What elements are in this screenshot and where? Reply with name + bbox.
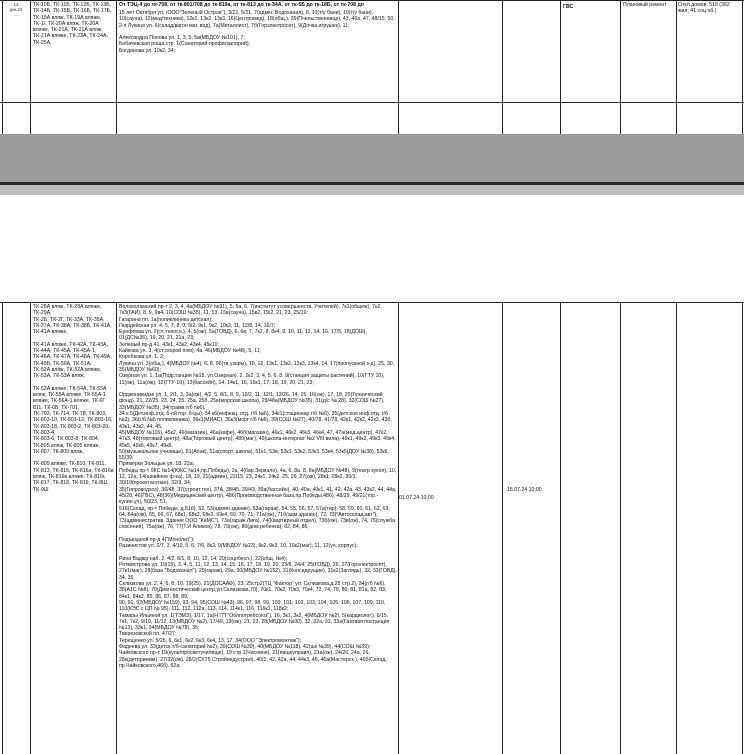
col-border (742, 302, 743, 754)
addresses-list: Волоколамский пр-т 2, 3, 4, 4а(МБДОУ №91), 5, 5а, 6, 7(институт усовершенств. Учителей), 7к1(общеж), 7к2, 7к3(ГАИ), 8, 9, 9в4, 10(СОШ №35), 11, 13, 15в(сауна), 15в2, 19/2, 21, 23, 25/19; Гагарина пл. 1а(поликлиника детская); Гвардейская ул. 4, 5, 7, 8, 9, 9/2, 9к1, 9к2, 10к2, 11, 12/8, 14, 16/7; Ерофеева ул. 2(ст. техосл.), 4, 5(ож), 5а(ГОВД), 6, 6в, 7, 7к2, 8, 8к4, 9, 10, 11, 12, 14, 16, 17/5, 18(ДОШ), 01(ДС№36), 19, 20, 21, 21а, 23; Зеленый пр-д 41, 43к1, 43к2, 43к4, 45к10; Кайкова ул. 3, 4(ст.скорой пом), 4а, 46(МБДОУ №48), 5, 11; Коробкова ул. 1, 2; Лукина ул. 3(общ.), 4(МБДОУ №4), 6, 8, 9б(тв.узоры), 10, 12, 13к1, 13к2, 13к3, 13к4, 14, 17(пропускной з-д), 25, 30, 35(МБДОУ №60); Озерная ул. 1, 1а(Подстанция №18, ул.Озерная), 2, 2к2, 3, 4, 5, 6, 8, 9(станция защиты растений), 10(ГТУ 10), 11(ож), 11а(ож), 12(ГТУ-10), 13(бассейн), 14, 14к1, 16, 16к1, 17, 18, 19, 20, 21, 23; Орджоникидзе ул. 1, 2/1, 3, 3а(ож), 4/2, 5, 8/1, 8, 9, 10/2, 11, 12/1, 13/26, 14, 15, 16(ож), 17, 18, 20(Технический фонд), 21, 22/25, 23, 24, 25, 25а, 25б, 25в(морская школа), 29/48а(МБДОУ №35), 31(д/с № 28), 32(СОШ №27), 33(МБДОУ №35), 34(трамв.т/б №6), 34 к.5(Дет.инф.отд. б-ой гор. б-цы), 34 к6(инфекц. отд. г/б №6), 34к1(стационар г/б №6), 35(детское инф.отд. г/б №2), 36(г/б №6 поликлиника), 36к1(МИАС), 36к3(морг г/б №6), 39(СОШ №27), 40/78, 41/78, 42к1, 42к2, 42к3, 43б, 43к1, 43к2, 44, 45, 45(МБДОУ №116), 45к2, 46(магазин), 46а(кафе), 46б(магазин), 46к1, 46к2, 46к3, 46к4, 47, 47а(мед.центр), 47к2, 47к3, 48(торговый центр), 48а(Торговый центр), 48б(маг), 49(школа-интернат №2 VIII вила), 49к1, 49к2, 49к3, 49к4, 49к5, 49к6, 49к7, 49к8, 50(музыкальное училище), 51(Алак), 51а(спорт. школа), 51к1, 53в, 53к1, 53к2, 53к3, 53к4, 53к5(ДОУ №38), 53к6, 55/39; Прямерки Зольцын ул. 18, 22а; Победы пр-т 9КС №14(ЮКС №14,пр.Победы), 2а, 4(бар Зеркало), 4а, 6, 8а, 8, 8а(МБДОУ №48), 9(театр кукол), 10, 12, 12а, 14(шевйное ф-ка), 18, 19, 21(админ), 22/15, 23, 24к1, 24к2, 25, 26, 27(ож), 28к1, 28к2, 30/1, 30/19(проектантная), 32/3, 34, 35(Гипроводхоз), 36/48, 37(строит.тех), 37А, 38/45, 39/43, 39а(бассейн), 40, 40а, 40к1, 41, 42, 42а, 43, 43к2, 44, 44а, 45/28, 46(ГВС), 48(36)(Медицинский центр), 48б(Производственная база,пр.Победы,48б), 48/29, 49/21(тор.-кулин.уч), 50/23, 51, 51б(Склад, пр-т Победы, д.51б), 52, 53(админ.здание), 53а(гараж), 54, 55, 56, 57, 57а(тир), 58, 59, 60, 61, 62, 63, 64, 64а(ож), 65, 66, 67, 68к1, 68к2, 69к3, 69к4, 69, 70, 71, 71а(ож), 71б(адм.здание), 72, 73("Автосклад,авт"), 73(административ. Здание ООО "КиМС"), 73а(гараж Лига), 74(Квартирный отдел), 73б(ож), 73в(ож), 74, 75(служба спасения), 75а(ож), 76, 77(Т.И Аликов), 78, 79(ож), 80(дом ребенка), 82, 84, 86; Подъездной пр-д 4("Монолит"); Разинистов ул. 2/7, 3, 4/10, 5, 6, 7/6, 8к2, 9(МБДОУ №23), 9к2, 9к3, 10, 10к2(маг), 11, 12(уч. корпус); Рина Ваджр наб. 2, 4/2, 8/1, 8, 10, 12, 14, 20(соцобесп.), 22(общ. №4); Ротмистрова ул. 19(15), 3, 4, 5, 11, 12, 13, 14, 15, 16, 17, 18, 19, 20, 23/8, 24/4, 25(ГОВД), 26, 27(Горэлектросет), 27к1(маг), 28(база "Водоканал"), 29(гараж), 29а, 30(МБДОУ №152), 31(Консидеущие), 31к2(Заглядь), 32, 33(ГОВД), 34, 35, Склизкова ул. 2, 4, 6, 8, 10, 19(25), 21(ДОСААФ), 23, 25стр2(ТЦ "Фактор" ул. Склизкова,д.25 стр.2), 34(г/б №6), 38(А1С №8), 70(Диагностический центр,ул.Склизкова,70), 70к1, 70к2, 70к3, 70к4, 72, 74, 79, 80, 81, 81а, 82, 83, 84к1, 84к2, 85, 86, 87, 88, 89, 90, 91, 92(МБДОУ №159), 93, 94, 95(СОШ №43), 96, 97, 98, 99, 100, 101, 102, 103, 104, 105, 106, 107, 109, 110, 110(КЭС с ЦП № 95), 111, 112, 112а, 113, 114, 114к1, 116, 116к1, 118к2; Тамары Ильиной ул. 1(ТЭМЗ), 1/17, 1а(Н ГП "Облпотребсоюз"), 1б, 3к1, 3к2, 4(МБДОУ №2), 5(кардиолог.), 6/15, 7к1, 7к2, 9/19, 11/12, 13(МБДОУ №2), 17/49, 19(ож), 21, 23, 28(МБДОУ №90), 32, 32а, 33, 33а(Газовая постанция №13), 33к1, 34(МБДОУ №78), 35; Тверезовской пл. 47/27; Терещенко ул. 5/25, 6, 6к1, 6к2, 6к3, 6к4, 13, 17, 34(ООО "Электромонтаж"); Фадеева ул. 33(детск.т/б-санаторий №2), 39(СОШ №39), 40(МБДОУ №118), 42(шк №39), 44(СОШ №39); Чайковского пр-т 19(культпросветучилище), 19 стр.1(Часовня), 21(пищеуправл), 21а(ож), 24/26, 24а, 26, 28к(детприемм), 27/32(ож), 28/2(СХТ5 Стройиндустрия), 40/2, 42, 42а, 44, 44к3, 46, 46а(Мастерск.), 46б(Склад, пр.Чайковского,46б), 62а; (119, 304, 397, 669)
service-type: ГВС (563, 4, 574, 10)
col-border (398, 0, 399, 134)
col-border (116, 302, 117, 754)
col-border (398, 302, 399, 754)
page-separator (0, 134, 744, 302)
row-border-bottom (0, 102, 744, 103)
separator-gray (0, 134, 744, 182)
cameras-list: ТК-28А вляж, ТК-28А вляже, ТК-29А, ТК-2Б, ТК-2Г, ТК-33А, ТК-35А, ТК-37А, ТК-38А, ТК-38Б, ТК-41А, ТК-41А вляже, ТК-41А вляже, ТК-42А, ТК-43А, ТК-44А, ТК-45А, ТК-45А-1, ТК-46А, ТК-47А, ТК-48А, ТК-49А, ТК-49Б, ТК-50А, ТК-51А, ТК-52А вляж, ТК-52А вляже, ТК-53А, ТК-53А вляж, ТК-53А вляже, ТК-54А, ТК-55А вляж, ТК-55А вляже, ТК-55А-1 вляже, ТК-56А-1 вляже, ТК-6Г 811, ТК-6Б, ТК-701, ТК-703, ТК-714, ТК-78, ТК-803, ТК-803-10, ТК-803-12, ТК-803-16, ТК-803-18, ТК-803-2, ТК-803-20, ТК-803-4, ТК-803-6, ТК-803-8, ТК-804, ТК-805 вляж, ТК-805 вляже, ТК-807, ТК-809 вляж, ТК-809 вляже, ТК-810, ТК-811, ТК-813, ТК-815, ТК-816а, ТК-816в вляж, ТК-816в вляже, ТК-816г, ТК-817, ТК-818, ТК-819, ТК-8Ш, ТК-9Ш (33, 304, 114, 493)
section-title: От ТЭЦ-4 до тк-708, от тк-801/708 до тк-819а, от тк-813 до тк-34А, от тк-5Б до тк-18Б, от тк-708 до (119, 2, 364, 8)
reason: Плановый ремонт (623, 2, 667, 8)
row-number: 13 дек.22 ... (9, 2, 23, 17)
col-border (620, 0, 621, 134)
col-border (30, 302, 31, 754)
end-datetime: 15.07.24 10:00 (507, 487, 542, 493)
col-border (30, 0, 31, 134)
col-border (676, 302, 677, 754)
table-fragment-bottom (0, 302, 744, 754)
col-border (116, 0, 117, 134)
disconnected-count: Откл.домов: 519 (382 жил, 41 соц.об.) (678, 2, 730, 15)
col-border (2, 302, 3, 754)
col-border (560, 0, 561, 134)
col-border (620, 302, 621, 754)
col-border (742, 0, 743, 134)
addresses-list: 15 лет Октября ул. (ООО"Зеленый Остров"), 3/22, 5/21, 7(адмін. Водоканал), 8, 10(т/у бани), 10(т/у бани), 10(сауна), 12(мед/техника), 12к1, 13к2, 13к3, 16(Центромед), 18(общ.), 39(Пчельственница), 43, 46а, 47, 48/15, 50, 2-я Лукина ул. 6(склад/вагон маг. вод), 7а(Металлист), 7б(Горэлектросет), 9(Дочка игрушек), 11; Александра Попова ул. 1, 3, 5, 5в(МБДОУ №101), 7; Бобачевская роща стр. 1(Санаторий-профилакторий); Богданова ул. 10к2, 34; (119, 10, 395, 54)
col-border (560, 302, 561, 754)
row-border-top (0, 302, 744, 303)
cameras-list: ТК-10Б, ТК-11Б, ТК-12Б, ТК-13Б, ТК-14Б, ТК-15Б, ТК-16Б, ТК-17Б, ТК-19А вляж, ТК-19А вляже, ТК-1/, ТК-20А вляж, ТК-20А вляже, ТК-21А, ТК-21А вляж, ТК-21А вляже, ТК-23А, ТК-24А, ТК-25А, (33, 2, 112, 46)
table-fragment-top (0, 0, 744, 134)
row-border-top (0, 0, 744, 1)
col-border (502, 302, 503, 754)
page-top-margin (0, 195, 744, 302)
col-border (676, 0, 677, 134)
start-datetime: 01.07.24 10:00 (399, 495, 434, 501)
col-border (502, 0, 503, 134)
separator-light-band (0, 185, 744, 195)
